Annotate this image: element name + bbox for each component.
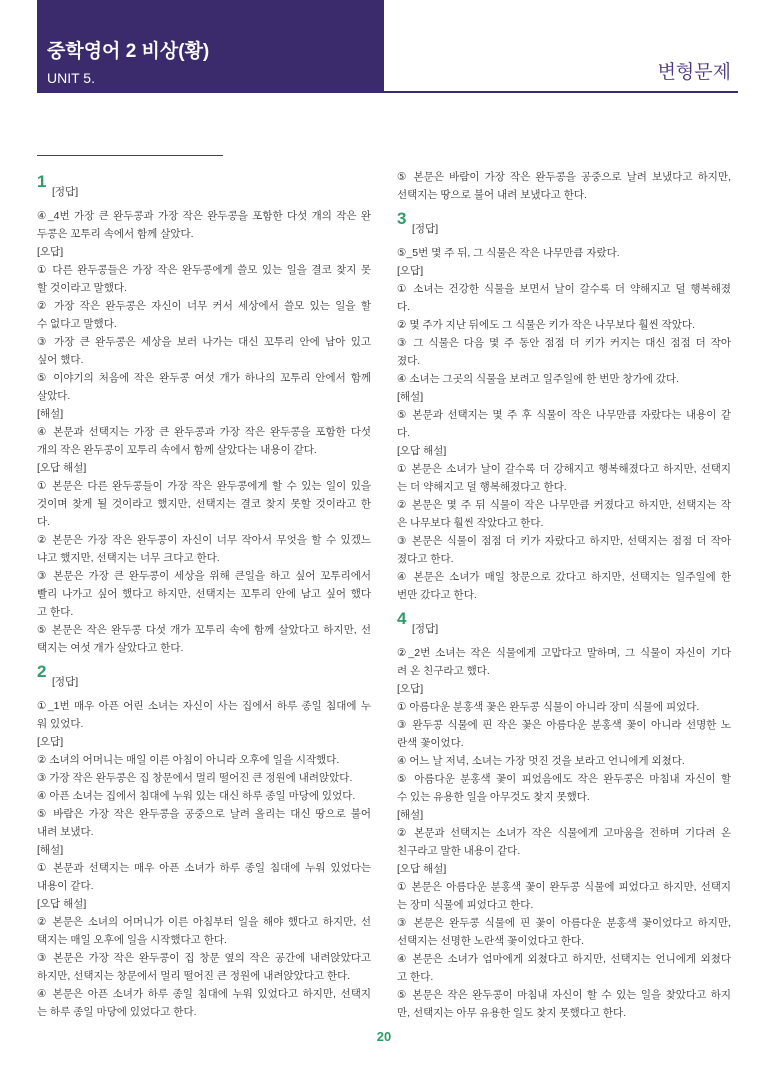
answer-label: [정답] xyxy=(52,186,79,198)
text-line: ②_2번 소녀는 작은 식물에게 고맙다고 말하며, 그 식물이 자신이 기다 xyxy=(397,647,731,659)
wrong-option xyxy=(37,333,371,369)
wrong-explanation xyxy=(397,460,731,496)
page-number: 20 xyxy=(376,1029,392,1044)
question-number: 3 xyxy=(397,209,407,228)
wrong-explanation xyxy=(37,567,371,621)
text-line: ④ 본문은 소녀가 매일 창문으로 갔다고 하지만, 선택지는 일주일에 한 xyxy=(397,571,731,583)
wrong-explanation-label: [오답 해설] xyxy=(397,445,447,457)
text-line: 수 없다고 말했다. xyxy=(37,318,117,330)
header-divider xyxy=(37,91,738,93)
text-line: ③ 가장 작은 완두콩은 집 창문에서 멀리 떨어진 큰 정원에 내려앉았다. xyxy=(37,772,353,784)
explanation xyxy=(37,859,371,895)
wrong-option xyxy=(37,805,371,841)
book-title: 중학영어 2 비상(황) xyxy=(47,41,210,62)
question-number: 1 xyxy=(37,172,47,191)
text-line: 친구라고 말한 내용이 같다. xyxy=(397,845,521,857)
text-line: ④ 본문과 선택지는 가장 큰 완두콩과 가장 작은 완두콩을 포함한 다섯 xyxy=(37,426,371,438)
wrong-options-label: [오답] xyxy=(37,736,64,748)
text-line: ③ 그 식물은 다음 몇 주 동안 점점 더 키가 커지는 대신 점점 더 작아 xyxy=(397,337,731,349)
wrong-explanation xyxy=(397,878,731,914)
wrong-option xyxy=(397,280,731,316)
explanation xyxy=(37,423,371,459)
wrong-option xyxy=(37,297,371,333)
answer-label: [정답] xyxy=(412,223,439,235)
text-line: 빨리 나가고 싶어 했다고 하지만, 선택지는 꼬투리 안에 남고 싶어 했다 xyxy=(37,588,371,600)
text-line: ③ 완두콩 식물에 핀 작은 꽃은 아름다운 분홍색 꽃이 아니라 선명한 노 xyxy=(397,719,731,731)
text-line: ① 소녀는 건강한 식물을 보면서 날이 갈수록 더 약해지고 덜 행복해졌 xyxy=(397,283,731,295)
text-line: 는 하루 종일 마당에 있었다고 한다. xyxy=(37,1006,197,1018)
text-line: 다. xyxy=(37,516,51,528)
text-line: 싶어 했다. xyxy=(37,354,84,366)
explanation xyxy=(397,406,731,442)
text-line: 하지만, 선택지는 창문에서 멀리 떨어진 큰 정원에 내려앉았다고 한다. xyxy=(37,970,351,982)
correct-answer xyxy=(397,644,731,680)
wrong-explanation xyxy=(37,621,371,657)
wrong-options-label: [오답] xyxy=(37,246,64,258)
text-line: ⑤_5번 몇 주 뒤, 그 식물은 작은 나무만큼 자랐다. xyxy=(397,247,620,259)
wrong-options-label: [오답] xyxy=(397,683,424,695)
text-line: 졌다고 한다. xyxy=(397,553,454,565)
wrong-explanation xyxy=(37,477,371,531)
wrong-option xyxy=(37,769,371,787)
text-line: 개의 작은 완두콩이 꼬투리 속에서 함께 살았다는 내용이 같다. xyxy=(37,444,317,456)
text-line: 택지는 여섯 개가 살았다고 한다. xyxy=(37,642,184,654)
wrong-explanation xyxy=(397,568,731,604)
wrong-explanation xyxy=(397,496,731,532)
text-line: ① 아름다운 분홍색 꽃은 완두콩 식물이 아니라 장미 식물에 피었다. xyxy=(397,701,700,713)
answer-label: [정답] xyxy=(52,676,79,688)
explanation xyxy=(397,824,731,860)
correct-answer xyxy=(37,697,371,733)
text-line: 고 한다. xyxy=(397,971,434,983)
text-line: 워 있었다. xyxy=(37,718,84,730)
text-line: ⑤ 이야기의 처음에 작은 완두콩 여섯 개가 하나의 꼬투리 안에서 함께 xyxy=(37,372,371,384)
text-line: ② 가장 작은 완두콩은 자신이 너무 커서 세상에서 쓸모 있는 일을 할 xyxy=(37,300,371,312)
text-line: ①_1번 매우 아픈 어린 소녀는 자신이 사는 집에서 하루 종일 침대에 누 xyxy=(37,700,371,712)
wrong-explanation xyxy=(397,950,731,986)
text-line: ④ 아픈 소녀는 집에서 침대에 누워 있는 대신 하루 종일 마당에 있었다. xyxy=(37,790,356,802)
section-type-label: 변형문제 xyxy=(657,62,731,83)
text-line: 번만 갔다고 한다. xyxy=(397,589,477,601)
wrong-explanation xyxy=(397,914,731,950)
wrong-explanation xyxy=(37,949,371,985)
text-line: ① 본문은 아름다운 분홍색 꽃이 완두콩 식물에 피었다고 하지만, 선택지 xyxy=(397,881,731,893)
text-line: ③ 본문은 완두콩 식물에 핀 꽃이 아름다운 분홍색 꽃이었다고 하지만, xyxy=(397,917,731,929)
text-line: 려 온 친구라고 했다. xyxy=(397,665,490,677)
text-line: ⑤ 본문은 작은 완두콩이 마침내 자신이 할 수 있는 일을 찾았다고 하지 xyxy=(397,989,731,1001)
text-line: ② 본문은 소녀의 어머니가 이른 아침부터 일을 해야 했다고 하지만, 선 xyxy=(37,916,371,928)
text-line: 다. xyxy=(397,301,411,313)
question-header xyxy=(397,204,731,244)
text-line: ② 본문은 가장 작은 완두콩이 자신이 너무 작아서 무엇을 할 수 있겠느 xyxy=(37,534,371,546)
text-line: ② 소녀의 어머니는 매일 이른 아침이 아니라 오후에 일을 시작했다. xyxy=(37,754,340,766)
wrong-option xyxy=(397,698,731,716)
text-line: ② 몇 주가 지난 뒤에도 그 식물은 키가 작은 나무보다 훨씬 작았다. xyxy=(397,319,695,331)
text-line: 살았다. xyxy=(37,390,71,402)
wrong-explanation-label: [오답 해설] xyxy=(37,898,87,910)
wrong-explanation xyxy=(37,913,371,949)
wrong-option xyxy=(37,369,371,405)
text-line: ⑤ 아름다운 분홍색 꽃이 피었음에도 작은 완두콩은 마침내 자신이 할 xyxy=(397,773,731,785)
text-line: 내용이 같다. xyxy=(37,880,94,892)
text-line: 란색 꽃이었다. xyxy=(397,737,464,749)
text-line: 수 있는 유용한 일을 아무것도 찾지 못했다. xyxy=(397,791,590,803)
text-line: ④ 어느 날 저녁, 소녀는 가장 멋진 것을 보라고 언니에게 외쳤다. xyxy=(397,755,685,767)
wrong-options-label: [오답] xyxy=(397,265,424,277)
wrong-explanation xyxy=(37,531,371,567)
wrong-explanation xyxy=(397,168,731,204)
text-line: ③ 본문은 가장 작은 완두콩이 집 창문 옆의 작은 공간에 내려앉았다고 xyxy=(37,952,371,964)
text-line: ① 본문은 소녀가 날이 갈수록 더 강해지고 행복해졌다고 하지만, 선택지 xyxy=(397,463,731,475)
wrong-explanation xyxy=(397,986,731,1022)
text-line: ④ 본문은 소녀가 엄마에게 외쳤다고 하지만, 선택지는 언니에게 외쳤다 xyxy=(397,953,731,965)
text-line: ③ 본문은 식물이 점점 더 키가 자랐다고 하지만, 선택지는 점점 더 작아 xyxy=(397,535,731,547)
text-line: 졌다. xyxy=(397,355,421,367)
wrong-option xyxy=(397,334,731,370)
text-line: 선택지는 선명한 노란색 꽃이었다고 한다. xyxy=(397,935,585,947)
text-line: 내려 보냈다. xyxy=(37,826,94,838)
text-line: ② 본문은 몇 주 뒤 식물이 작은 나무만큼 커졌다고 하지만, 선택지는 작 xyxy=(397,499,731,511)
question-number: 2 xyxy=(37,662,47,681)
wrong-option xyxy=(37,751,371,769)
text-line: 두콩은 꼬투리 속에서 함께 살았다. xyxy=(37,228,194,240)
explanation-label: [해설] xyxy=(37,408,64,420)
wrong-explanation-label: [오답 해설] xyxy=(37,462,87,474)
correct-answer xyxy=(37,207,371,243)
text-line: 만, 선택지는 아무 유용한 일도 찾지 못했다고 한다. xyxy=(397,1007,627,1019)
text-line: 할 것이라고 말했다. xyxy=(37,282,127,294)
question-header xyxy=(37,167,371,207)
text-line: 은 나무보다 훨씬 작았다고 한다. xyxy=(397,517,544,529)
text-line: 선택지는 땅으로 불어 내려 보냈다고 한다. xyxy=(397,189,587,201)
text-line: 냐고 했지만, 선택지는 너무 크다고 한다. xyxy=(37,552,220,564)
text-line: 다. xyxy=(397,427,411,439)
explanation-label: [해설] xyxy=(37,844,64,856)
wrong-option xyxy=(397,316,731,334)
text-line: 고 한다. xyxy=(37,606,74,618)
text-line: ③ 가장 큰 완두콩은 세상을 보러 나가는 대신 꼬투리 안에 남아 있고 xyxy=(37,336,371,348)
text-line: ⑤ 본문과 선택지는 몇 주 후 식물이 작은 나무만큼 자랐다는 내용이 같 xyxy=(397,409,731,421)
question-header xyxy=(397,604,731,644)
answer-label: [정답] xyxy=(412,623,439,635)
wrong-explanation-label: [오답 해설] xyxy=(397,863,447,875)
wrong-explanation xyxy=(397,532,731,568)
wrong-option xyxy=(397,370,731,388)
question-number: 4 xyxy=(397,609,407,628)
wrong-option xyxy=(397,716,731,752)
wrong-option xyxy=(397,770,731,806)
text-line: 는 장미 식물에 피었다고 한다. xyxy=(397,899,534,911)
text-line: ⑤ 본문은 바람이 가장 작은 완두콩을 공중으로 날려 보냈다고 하지만, xyxy=(397,171,731,183)
text-line: ⑤ 바람은 가장 작은 완두콩을 공중으로 날려 올리는 대신 땅으로 불어 xyxy=(37,808,371,820)
right-column xyxy=(397,168,731,1028)
unit-label: UNIT 5. xyxy=(47,70,95,86)
text-line: ① 본문과 선택지는 매우 아픈 소녀가 하루 종일 침대에 누워 있었다는 xyxy=(37,862,371,874)
correct-answer xyxy=(397,244,731,262)
left-column xyxy=(37,167,371,1027)
wrong-option xyxy=(37,787,371,805)
text-line: ② 본문과 선택지는 소녀가 작은 식물에게 고마움을 전하며 기다려 온 xyxy=(397,827,731,839)
short-divider xyxy=(37,155,223,156)
text-line: 는 더 약해지고 덜 행복해졌다고 한다. xyxy=(397,481,567,493)
wrong-explanation xyxy=(37,985,371,1021)
text-line: ④_4번 가장 큰 완두콩과 가장 작은 완두콩을 포함한 다섯 개의 작은 완 xyxy=(37,210,371,222)
text-line: ⑤ 본문은 작은 완두콩 다섯 개가 꼬투리 속에 함께 살았다고 하지만, 선 xyxy=(37,624,371,636)
text-line: ① 다른 완두콩들은 가장 작은 완두콩에게 쓸모 있는 일을 결코 찾지 못 xyxy=(37,264,371,276)
wrong-option xyxy=(37,261,371,297)
text-line: ④ 소녀는 그곳의 식물을 보려고 일주일에 한 번만 창가에 갔다. xyxy=(397,373,680,385)
text-line: 것이며 찾게 될 것이라고 했지만, 선택지는 결코 찾지 못할 것이라고 한 xyxy=(37,498,371,510)
text-line: 택지는 매일 오후에 일을 시작했다고 한다. xyxy=(37,934,227,946)
header-title-box xyxy=(37,0,384,92)
text-line: ④ 본문은 아픈 소녀가 하루 종일 침대에 누워 있었다고 하지만, 선택지 xyxy=(37,988,371,1000)
wrong-option xyxy=(397,752,731,770)
explanation-label: [해설] xyxy=(397,391,424,403)
text-line: ① 본문은 다른 완두콩들이 가장 작은 완두콩에게 할 수 있는 일이 있을 xyxy=(37,480,371,492)
text-line: ③ 본문은 가장 큰 완두콩이 세상을 위해 큰일을 하고 싶어 꼬투리에서 xyxy=(37,570,371,582)
question-header xyxy=(37,657,371,697)
explanation-label: [해설] xyxy=(397,809,424,821)
